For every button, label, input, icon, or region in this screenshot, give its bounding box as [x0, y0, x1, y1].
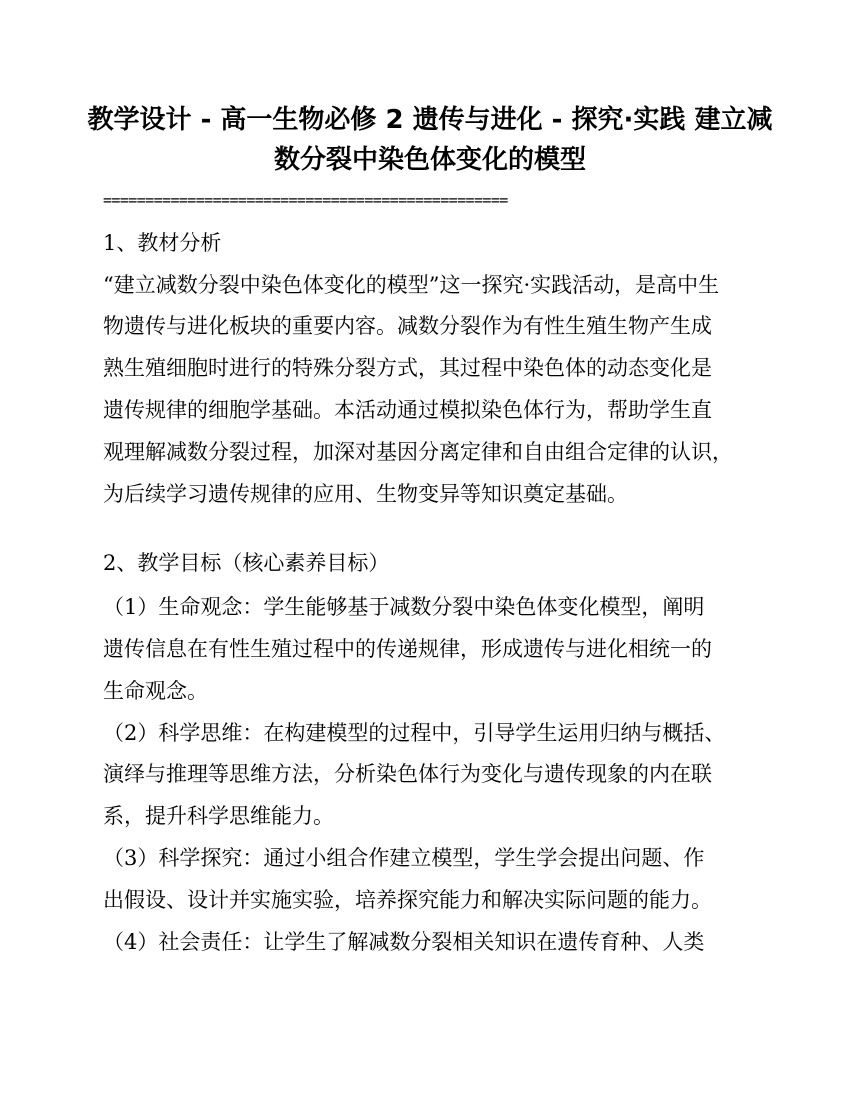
objective-line: 出假设、设计并实施实验，培养探究能力和解决实际问题的能力。	[103, 888, 712, 912]
objective-line: 遗传信息在有性生殖过程中的传递规律，形成遗传与进化相统一的	[103, 637, 712, 661]
objective-line: 生命观念。	[103, 679, 208, 703]
title-line-1: 教学设计 - 高一生物必修 2 遗传与进化 - 探究·实践 建立减	[87, 105, 773, 135]
title-line-2: 数分裂中染色体变化的模型	[273, 145, 586, 175]
paragraph-line: 为后续学习遗传规律的应用、生物变异等知识奠定基础。	[103, 482, 628, 506]
paragraph-line: 观理解减数分裂过程，加深对基因分离定律和自由组合定律的认识，	[103, 440, 733, 464]
objective-line: （4）社会责任：让学生了解减数分裂相关知识在遗传育种、人类	[103, 930, 705, 954]
document-title	[60, 100, 800, 180]
objective-line: 演绎与推理等思维方法，分析染色体行为变化与遗传现象的内在联	[103, 762, 712, 786]
objective-line: 系，提升科学思维能力。	[103, 804, 334, 828]
objective-line: （2）科学思维：在构建模型的过程中，引导学生运用归纳与概括、	[103, 721, 726, 745]
paragraph-line: “建立减数分裂中染色体变化的模型”这一探究·实践活动，是高中生	[103, 273, 720, 297]
divider-rule: ================================================	[103, 191, 508, 209]
paragraph-line: 遗传规律的细胞学基础。本活动通过模拟染色体行为，帮助学生直	[103, 398, 712, 422]
section-heading-materials: 1、教材分析	[103, 231, 222, 255]
paragraph-line: 物遗传与进化板块的重要内容。减数分裂作为有性生殖生物产生成	[103, 314, 712, 338]
section-heading-objectives: 2、教学目标（核心素养目标）	[103, 551, 390, 575]
objective-line: （3）科学探究：通过小组合作建立模型，学生学会提出问题、作	[103, 846, 705, 870]
objective-line: （1）生命观念：学生能够基于减数分裂中染色体变化模型，阐明	[103, 595, 705, 619]
paragraph-line: 熟生殖细胞时进行的特殊分裂方式，其过程中染色体的动态变化是	[103, 356, 712, 380]
